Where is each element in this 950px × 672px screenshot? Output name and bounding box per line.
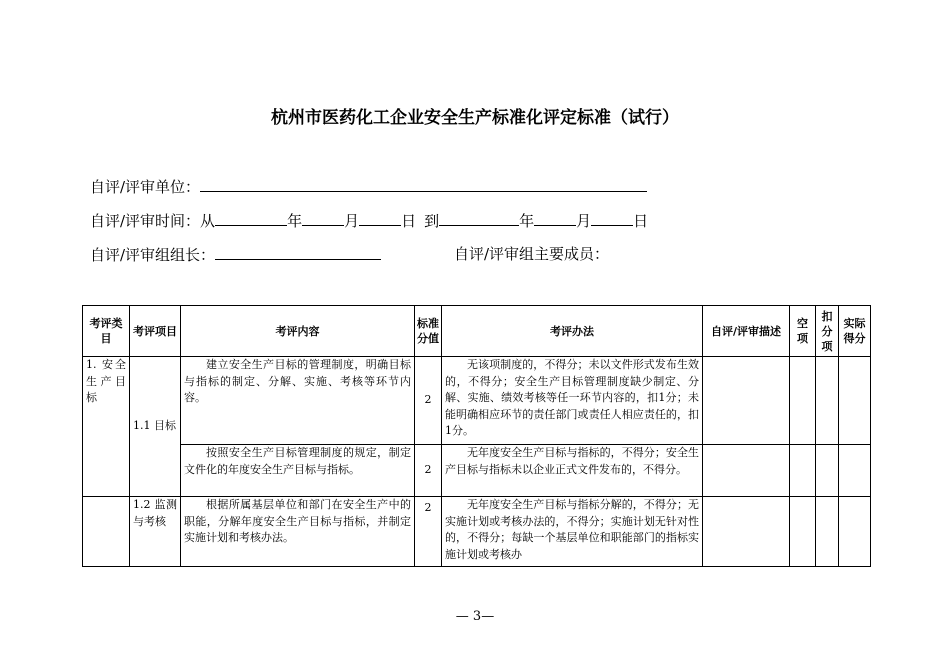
header-item: 考评项目 bbox=[130, 306, 181, 357]
leader-blank[interactable] bbox=[215, 244, 381, 260]
unit-blank[interactable] bbox=[200, 176, 647, 192]
leader-field bbox=[90, 244, 381, 265]
item-cell: 1.2 监测与考核 bbox=[130, 497, 181, 567]
content-cell: 建立安全生产目标的管理制度，明确目标与指标的制定、分解、实施、考核等环节内容。 bbox=[181, 357, 415, 445]
content-cell: 按照安全生产目标管理制度的规定，制定文件化的年度安全生产目标与指标。 bbox=[181, 445, 415, 497]
members-label: 自评/评审组主要成员： bbox=[454, 245, 610, 263]
header-deduct: 扣分项 bbox=[816, 306, 839, 357]
header-actual: 实际得分 bbox=[839, 306, 871, 357]
score-cell: 2 bbox=[415, 357, 442, 445]
year-label: 年 bbox=[287, 212, 303, 230]
empty-cell[interactable] bbox=[790, 445, 816, 497]
month-label: 月 bbox=[344, 212, 360, 230]
table-row bbox=[83, 497, 871, 567]
method-cell: 无年度安全生产目标与指标的，不得分；安全生产目标与指标未以企业正式文件发布的，不得分。 bbox=[442, 445, 703, 497]
deduct-cell[interactable] bbox=[816, 445, 839, 497]
members-field bbox=[454, 244, 609, 264]
leader-label: 自评/评审组组长： bbox=[90, 246, 216, 264]
header-content: 考评内容 bbox=[181, 306, 415, 357]
deduct-cell[interactable] bbox=[816, 357, 839, 445]
description-cell[interactable] bbox=[703, 357, 790, 445]
header-description: 自评/评审描述 bbox=[703, 306, 790, 357]
time-field bbox=[90, 210, 648, 231]
end-year-blank[interactable] bbox=[439, 210, 519, 226]
document-title: 杭州市医药化工企业安全生产标准化评定标准（试行） bbox=[271, 108, 679, 128]
description-cell[interactable] bbox=[703, 445, 790, 497]
unit-field bbox=[90, 176, 647, 197]
year-label-2: 年 bbox=[519, 212, 535, 230]
end-day-blank[interactable] bbox=[591, 210, 633, 226]
unit-label: 自评/评审单位： bbox=[90, 178, 201, 196]
description-cell[interactable] bbox=[703, 497, 790, 567]
table-row bbox=[83, 445, 871, 497]
month-label-2: 月 bbox=[576, 212, 592, 230]
category-cell-cont bbox=[83, 497, 130, 567]
score-cell: 2 bbox=[415, 445, 442, 497]
end-month-blank[interactable] bbox=[534, 210, 576, 226]
start-year-blank[interactable] bbox=[215, 210, 287, 226]
method-text: 无年度安全生产目标与指标分解的，不得分；无实施计划或考核办法的，不得分；实施计划无针对性的，不得分；每缺一个基层单位和职能部门的指标实施计划或考核办 bbox=[445, 498, 699, 561]
method-cell: 无该项制度的，不得分；未以文件形式发布生效的，不得分；安全生产目标管理制度缺少制定、分解、实施、绩效考核等任一环节内容的，扣1分；未能明确相应环节的责任部门或责任人相应责任的，扣1分。 bbox=[442, 357, 703, 445]
header-method: 考评办法 bbox=[442, 306, 703, 357]
item-cell: 1.1 目标 bbox=[130, 357, 181, 497]
score-cell: 2 bbox=[415, 497, 442, 567]
to-label: 到 bbox=[424, 212, 440, 230]
header-empty: 空项 bbox=[790, 306, 816, 357]
day-label: 日 bbox=[401, 212, 417, 230]
empty-cell[interactable] bbox=[790, 497, 816, 567]
header-category: 考评类目 bbox=[83, 306, 130, 357]
start-month-blank[interactable] bbox=[302, 210, 344, 226]
header-score: 标准分值 bbox=[415, 306, 442, 357]
table-header-row bbox=[83, 306, 871, 357]
category-cell: 1. 安全生产目标 bbox=[83, 357, 130, 497]
table-row bbox=[83, 357, 871, 445]
day-label-2: 日 bbox=[633, 212, 649, 230]
content-cell: 根据所属基层单位和部门在安全生产中的职能，分解年度安全生产目标与指标，并制定实施计划和考核办法。 bbox=[181, 497, 415, 567]
method-cell bbox=[442, 497, 703, 567]
evaluation-table bbox=[82, 305, 871, 567]
actual-cell[interactable] bbox=[839, 445, 871, 497]
empty-cell[interactable] bbox=[790, 357, 816, 445]
start-day-blank[interactable] bbox=[359, 210, 401, 226]
time-label: 自评/评审时间：从 bbox=[90, 212, 216, 230]
page-number: — 3— bbox=[455, 609, 495, 624]
actual-cell[interactable] bbox=[839, 357, 871, 445]
actual-cell[interactable] bbox=[839, 497, 871, 567]
deduct-cell[interactable] bbox=[816, 497, 839, 567]
